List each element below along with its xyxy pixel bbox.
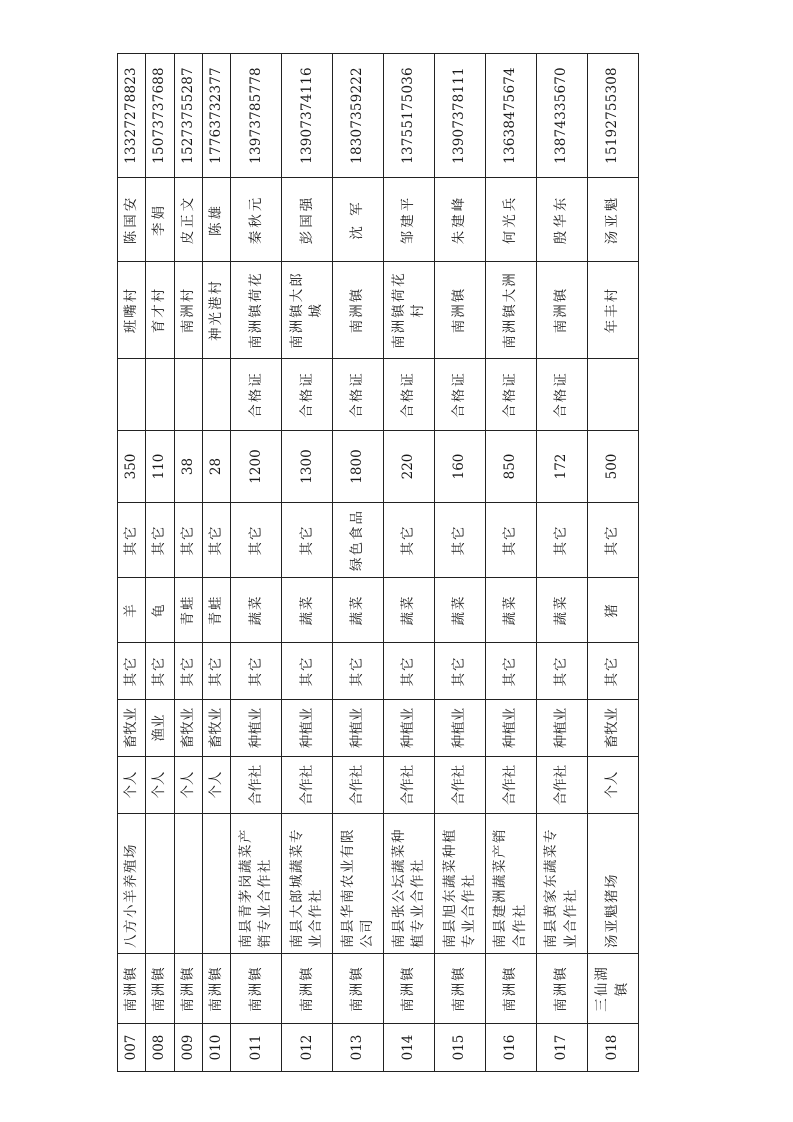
phone-cell: 13874335670 <box>537 54 588 178</box>
entity-type-cell: 合作社 <box>282 757 333 814</box>
phone-cell: 13755175036 <box>384 54 435 178</box>
table-row <box>587 54 638 1072</box>
town-cell: 南洲镇 <box>537 954 588 1024</box>
entity-name-cell: 南县大郎城蔬菜专业合作社 <box>282 814 333 954</box>
industry-cell: 畜牧业 <box>587 700 638 757</box>
contact-person-cell: 陈雄 <box>203 178 231 262</box>
entity-name-cell: 南县张公坛蔬菜种植专业合作社 <box>384 814 435 954</box>
entity-name-cell <box>174 814 202 954</box>
table-row <box>282 54 333 1072</box>
address-cell: 南洲镇 <box>435 262 486 359</box>
table-row <box>118 54 146 1072</box>
product-type-cell: 其它 <box>384 503 435 578</box>
breed-cell: 蔬菜 <box>231 578 282 643</box>
product-type-cell: 绿色食品 <box>333 503 384 578</box>
certificate-cell: 合格证 <box>282 359 333 431</box>
contact-person-cell: 李娟 <box>146 178 174 262</box>
contact-person-cell: 沈 军 <box>333 178 384 262</box>
entity-name-cell: 南县黄家东蔬菜专业合作社 <box>537 814 588 954</box>
category-cell: 其它 <box>384 643 435 700</box>
industry-cell: 渔业 <box>146 700 174 757</box>
entity-type-cell: 合作社 <box>231 757 282 814</box>
industry-cell: 畜牧业 <box>118 700 146 757</box>
town-cell: 南洲镇 <box>231 954 282 1024</box>
row-id-cell: 016 <box>486 1024 537 1072</box>
category-cell: 其它 <box>146 643 174 700</box>
certificate-cell <box>146 359 174 431</box>
town-cell: 南洲镇 <box>203 954 231 1024</box>
product-type-cell: 其它 <box>231 503 282 578</box>
row-id-cell: 008 <box>146 1024 174 1072</box>
entity-type-cell: 个人 <box>118 757 146 814</box>
certificate-cell: 合格证 <box>435 359 486 431</box>
entity-type-cell: 个人 <box>146 757 174 814</box>
scale-cell: 1200 <box>231 431 282 503</box>
breed-cell: 蔬菜 <box>384 578 435 643</box>
phone-cell: 13907378111 <box>435 54 486 178</box>
breed-cell: 蔬菜 <box>333 578 384 643</box>
certificate-cell: 合格证 <box>384 359 435 431</box>
product-type-cell: 其它 <box>203 503 231 578</box>
phone-cell: 15073737688 <box>146 54 174 178</box>
table-row <box>486 54 537 1072</box>
breed-cell: 蔬菜 <box>486 578 537 643</box>
row-id-cell: 011 <box>231 1024 282 1072</box>
table-row <box>384 54 435 1072</box>
row-id-cell: 012 <box>282 1024 333 1072</box>
scale-cell: 28 <box>203 431 231 503</box>
industry-cell: 种植业 <box>384 700 435 757</box>
address-cell: 班嘴村 <box>118 262 146 359</box>
category-cell: 其它 <box>333 643 384 700</box>
category-cell: 其它 <box>231 643 282 700</box>
address-cell: 南洲镇大洲 <box>486 262 537 359</box>
table-row <box>333 54 384 1072</box>
scale-cell: 850 <box>486 431 537 503</box>
contact-person-cell: 彭国强 <box>282 178 333 262</box>
entity-name-cell: 八方小羊养殖场 <box>118 814 146 954</box>
scale-cell: 160 <box>435 431 486 503</box>
contact-person-cell: 汤亚魁 <box>587 178 638 262</box>
category-cell: 其它 <box>537 643 588 700</box>
category-cell: 其它 <box>435 643 486 700</box>
breed-cell: 青蛙 <box>203 578 231 643</box>
address-cell: 南洲镇 <box>333 262 384 359</box>
entity-type-cell: 合作社 <box>537 757 588 814</box>
product-type-cell: 其它 <box>282 503 333 578</box>
entity-name-cell: 南县建洲蔬菜产销合作社 <box>486 814 537 954</box>
product-type-cell: 其它 <box>146 503 174 578</box>
product-type-cell: 其它 <box>587 503 638 578</box>
product-type-cell: 其它 <box>537 503 588 578</box>
entity-type-cell: 合作社 <box>486 757 537 814</box>
category-cell: 其它 <box>282 643 333 700</box>
town-cell: 南洲镇 <box>118 954 146 1024</box>
phone-cell: 15273755287 <box>174 54 202 178</box>
row-id-cell: 010 <box>203 1024 231 1072</box>
table-row <box>146 54 174 1072</box>
certificate-cell: 合格证 <box>231 359 282 431</box>
entity-type-cell: 合作社 <box>384 757 435 814</box>
town-cell: 三仙湖镇 <box>587 954 638 1024</box>
phone-cell: 17763732377 <box>203 54 231 178</box>
product-type-cell: 其它 <box>118 503 146 578</box>
table-row <box>537 54 588 1072</box>
scale-cell: 172 <box>537 431 588 503</box>
industry-cell: 种植业 <box>435 700 486 757</box>
breed-cell: 羊 <box>118 578 146 643</box>
address-cell: 南洲镇荷花村 <box>384 262 435 359</box>
phone-cell: 13327278823 <box>118 54 146 178</box>
phone-cell: 13638475674 <box>486 54 537 178</box>
entity-type-cell: 合作社 <box>333 757 384 814</box>
industry-cell: 畜牧业 <box>203 700 231 757</box>
entity-type-cell: 个人 <box>587 757 638 814</box>
phone-cell: 13907374116 <box>282 54 333 178</box>
scale-cell: 1300 <box>282 431 333 503</box>
address-cell: 育才村 <box>146 262 174 359</box>
row-id-cell: 007 <box>118 1024 146 1072</box>
row-id-cell: 018 <box>587 1024 638 1072</box>
breed-cell: 青蛙 <box>174 578 202 643</box>
row-id-cell: 014 <box>384 1024 435 1072</box>
contact-person-cell: 秦秋元 <box>231 178 282 262</box>
address-cell: 南洲村 <box>174 262 202 359</box>
row-id-cell: 015 <box>435 1024 486 1072</box>
scale-cell: 38 <box>174 431 202 503</box>
contact-person-cell: 殷华东 <box>537 178 588 262</box>
table-body <box>118 54 639 1072</box>
contact-person-cell: 皮正文 <box>174 178 202 262</box>
address-cell: 神光港村 <box>203 262 231 359</box>
entity-name-cell: 南县青茅岗蔬菜产销专业合作社 <box>231 814 282 954</box>
contact-person-cell: 何光兵 <box>486 178 537 262</box>
breed-cell: 蔬菜 <box>282 578 333 643</box>
entity-name-cell <box>146 814 174 954</box>
entity-name-cell: 南县华南农业有限公司 <box>333 814 384 954</box>
table-row <box>231 54 282 1072</box>
row-id-cell: 013 <box>333 1024 384 1072</box>
contact-person-cell: 陈国安 <box>118 178 146 262</box>
industry-cell: 畜牧业 <box>174 700 202 757</box>
certificate-cell <box>118 359 146 431</box>
town-cell: 南洲镇 <box>282 954 333 1024</box>
category-cell: 其它 <box>486 643 537 700</box>
address-cell: 南洲镇荷花 <box>231 262 282 359</box>
address-cell: 南洲镇大郎城 <box>282 262 333 359</box>
certificate-cell <box>587 359 638 431</box>
entity-type-cell: 个人 <box>174 757 202 814</box>
entity-name-cell <box>203 814 231 954</box>
entity-type-cell: 个人 <box>203 757 231 814</box>
breed-cell: 蔬菜 <box>435 578 486 643</box>
industry-cell: 种植业 <box>282 700 333 757</box>
contact-person-cell: 邹建平 <box>384 178 435 262</box>
product-type-cell: 其它 <box>174 503 202 578</box>
entity-name-cell: 南县旭东蔬菜种植专业合作社 <box>435 814 486 954</box>
scale-cell: 1800 <box>333 431 384 503</box>
row-id-cell: 017 <box>537 1024 588 1072</box>
phone-cell: 18307359222 <box>333 54 384 178</box>
table-row <box>203 54 231 1072</box>
category-cell: 其它 <box>174 643 202 700</box>
certificate-cell: 合格证 <box>333 359 384 431</box>
category-cell: 其它 <box>587 643 638 700</box>
entity-type-cell: 合作社 <box>435 757 486 814</box>
breed-cell: 龟 <box>146 578 174 643</box>
rotated-table-wrapper <box>117 54 639 1072</box>
town-cell: 南洲镇 <box>333 954 384 1024</box>
entity-name-cell: 汤亚魁猪场 <box>587 814 638 954</box>
town-cell: 南洲镇 <box>384 954 435 1024</box>
town-cell: 南洲镇 <box>435 954 486 1024</box>
enterprise-registry-table <box>117 53 639 1072</box>
industry-cell: 种植业 <box>486 700 537 757</box>
row-id-cell: 009 <box>174 1024 202 1072</box>
address-cell: 南洲镇 <box>537 262 588 359</box>
breed-cell: 蔬菜 <box>537 578 588 643</box>
certificate-cell <box>203 359 231 431</box>
product-type-cell: 其它 <box>435 503 486 578</box>
industry-cell: 种植业 <box>333 700 384 757</box>
scale-cell: 500 <box>587 431 638 503</box>
phone-cell: 15192755308 <box>587 54 638 178</box>
category-cell: 其它 <box>203 643 231 700</box>
address-cell: 年丰村 <box>587 262 638 359</box>
certificate-cell: 合格证 <box>537 359 588 431</box>
category-cell: 其它 <box>118 643 146 700</box>
phone-cell: 13973785778 <box>231 54 282 178</box>
certificate-cell: 合格证 <box>486 359 537 431</box>
town-cell: 南洲镇 <box>174 954 202 1024</box>
product-type-cell: 其它 <box>486 503 537 578</box>
town-cell: 南洲镇 <box>486 954 537 1024</box>
scale-cell: 350 <box>118 431 146 503</box>
breed-cell: 猪 <box>587 578 638 643</box>
town-cell: 南洲镇 <box>146 954 174 1024</box>
industry-cell: 种植业 <box>537 700 588 757</box>
scale-cell: 220 <box>384 431 435 503</box>
table-row <box>435 54 486 1072</box>
scale-cell: 110 <box>146 431 174 503</box>
industry-cell: 种植业 <box>231 700 282 757</box>
certificate-cell <box>174 359 202 431</box>
table-row <box>174 54 202 1072</box>
contact-person-cell: 朱建峰 <box>435 178 486 262</box>
